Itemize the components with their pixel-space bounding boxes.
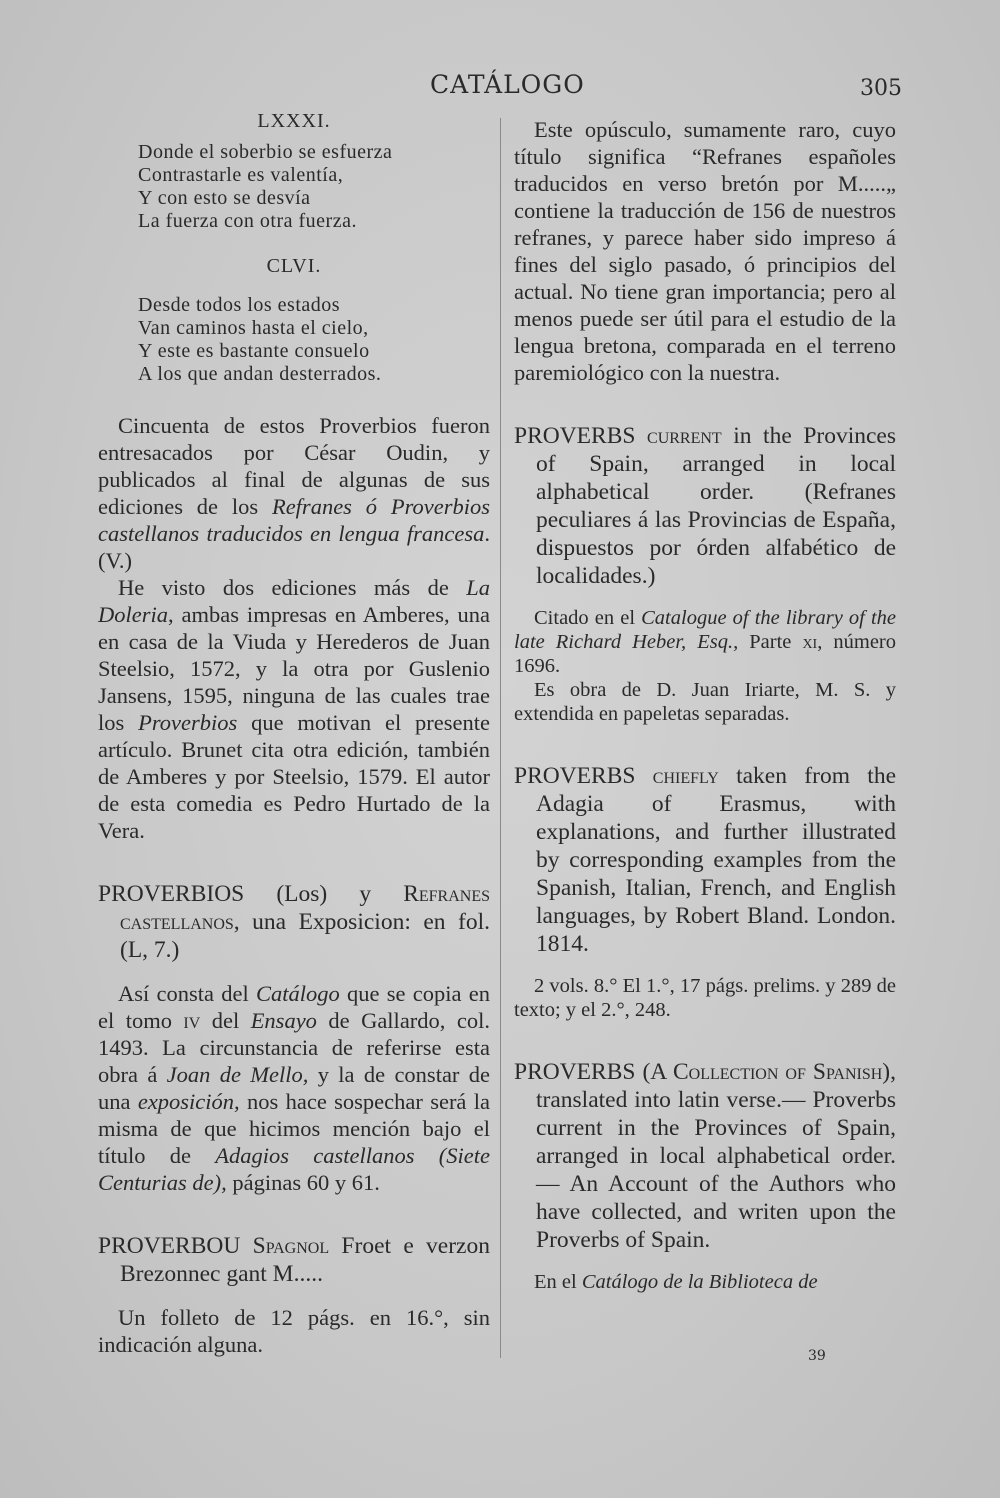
small-caps-text: current [647, 423, 722, 449]
paragraph: Un folleto de 12 págs. en 16.°, sin indicación alguna. [98, 1305, 490, 1357]
small-caps-text: chiefly [652, 763, 719, 789]
italic-title: exposición, [137, 1089, 240, 1114]
text: Cincuenta de estos Proverbios fueron entresacados por César Oudin, y publicados al final de algunas de sus ediciones de los [98, 413, 490, 519]
italic-title: La Doleria [98, 575, 490, 627]
text: Parte [738, 631, 803, 653]
poem-verse [98, 294, 490, 386]
small-caps-text: iv [183, 1008, 201, 1033]
text: páginas 60 y 61. [226, 1170, 380, 1195]
text: taken from the Adagia of Erasmus, with explanations, and further illustrated by corresponding examples from the Spanish, Italian, French, and English languages, by Robert Bland. London. 1814. [536, 763, 897, 957]
text: de Gallardo, col. 1493. La circunstancia de referirse esta obra á [98, 1008, 490, 1087]
text: nos hace sospechar será la misma de que hicimos mención bajo el título de [98, 1089, 490, 1168]
paragraph [98, 574, 490, 844]
left-column [98, 108, 490, 1358]
poem-number: LXXXI. [257, 110, 331, 132]
text: que se copia en el tomo [98, 981, 490, 1033]
text: En el [534, 1271, 582, 1293]
italic-title: Joan de Mello, [166, 1062, 309, 1087]
paragraph: Es obra de D. Juan Iriarte, M. S. y extendida en papeletas separadas. [514, 679, 896, 725]
page-title: CATÁLOGO [430, 70, 585, 99]
verse-line: Donde el soberbio se esfuerza [138, 141, 393, 163]
small-caps-text: Spagnol [252, 1233, 330, 1259]
poem-number: CLVI. [266, 255, 322, 277]
text: . (V.) [98, 521, 490, 573]
catalog-entry [514, 1058, 896, 1254]
entry-heading: PROVERBIOS (Los) y [98, 881, 404, 907]
verse-line: Van caminos hasta el cielo, [138, 317, 369, 339]
verse-line: A los que andan desterrados. [138, 363, 382, 385]
text: y la de constar de una [98, 1062, 490, 1114]
paragraph: Este opúsculo, sumamente raro, cuyo título significa “Refranes españoles traducidos en verso bretón por M.....„ contiene la traducción de 156 de nuestros refranes, y parece haber sido impreso á fines del siglo pasado, ó principios del actual. No tiene gran importancia; pero al menos puede ser útil para el estudio de la lengua bretona, comparada en el terreno paremiológico con la nuestra. [514, 117, 896, 385]
text: Así consta del [118, 981, 256, 1006]
paragraph [514, 606, 896, 678]
italic-title: Refranes ó Proverbios castellanos traducidos en lengua francesa [98, 494, 490, 546]
paragraph [98, 980, 490, 1196]
text: Citado en el [534, 607, 642, 629]
verse-line: Y con esto se desvía [138, 187, 311, 209]
text: in the Provinces of Spain, arranged in local alphabetical order. (Refranes peculiares á las Provincias de España, dispuestos por órden alfabético de localidades.) [536, 423, 896, 589]
text: Froet e verzon Brezonnec gant M..... [120, 1233, 490, 1287]
text: He visto dos ediciones más de [118, 575, 467, 600]
entry-heading: PROVERBS (A [514, 1059, 673, 1085]
verse-line: Desde todos los estados [138, 294, 341, 316]
small-caps-text: Collection of Spanish [672, 1059, 883, 1085]
text: , una Exposicion: en fol. (L, 7.) [120, 909, 490, 963]
text: que motivan el presente artículo. Brunet cita otra edición, también de Amberes y por Steelsio, 1579. El autor de esta comedia es Pedro Hurtado de la Vera. [98, 710, 490, 843]
paragraph [98, 412, 490, 574]
page-number: 305 [860, 76, 902, 101]
right-column [514, 116, 896, 1294]
verse-line: La fuerza con otra fuerza. [138, 210, 357, 232]
poem-verse [98, 141, 490, 233]
catalog-entry [514, 422, 896, 590]
catalog-entry [98, 1232, 490, 1288]
paragraph: 2 vols. 8.° El 1.°, 17 págs. prelims. y 289 de texto; y el 2.°, 248. [514, 975, 896, 1021]
italic-title: Proverbios [138, 710, 238, 735]
text: ), translated into latin verse.— Proverbs current in the Provinces of Spain, arranged in local alphabetical order.— An Account of the Authors who have collected, and writen upon the Proverbs of Spain. [536, 1059, 896, 1253]
entry-heading: PROVERBOU [98, 1233, 253, 1259]
text: , número 1696. [514, 631, 897, 677]
entry-heading: PROVERBS [514, 763, 653, 789]
signature-mark: 39 [808, 1348, 826, 1364]
small-caps-text: Refranes castellanos [120, 881, 490, 935]
column-divider [500, 118, 501, 1358]
verse-line: Contrastarle es valentía, [138, 164, 344, 186]
italic-title: Catálogo [256, 981, 340, 1006]
italic-title: Catalogue of the library of the late Richard Heber, Esq., [514, 607, 896, 653]
verse-line: Y este es bastante consuelo [138, 340, 370, 362]
text: del [200, 1008, 251, 1033]
italic-title: Adagios castellanos (Siete Centurias de), [98, 1143, 490, 1195]
italic-title: Ensayo [250, 1008, 317, 1033]
running-header [0, 70, 1000, 104]
small-caps-text: xi [802, 631, 818, 653]
catalog-entry [98, 880, 490, 964]
paragraph [514, 1270, 896, 1294]
catalog-entry [514, 762, 896, 958]
entry-heading: PROVERBS [514, 423, 648, 449]
italic-title: Catálogo de la Biblioteca de [581, 1271, 818, 1293]
text: , ambas impresas en Amberes, una en casa de la Viuda y Herederos de Juan Steelsio, 1572, y la otra por Guslenio Jansens, 1595, ninguna de las cuales trae los [98, 602, 490, 735]
